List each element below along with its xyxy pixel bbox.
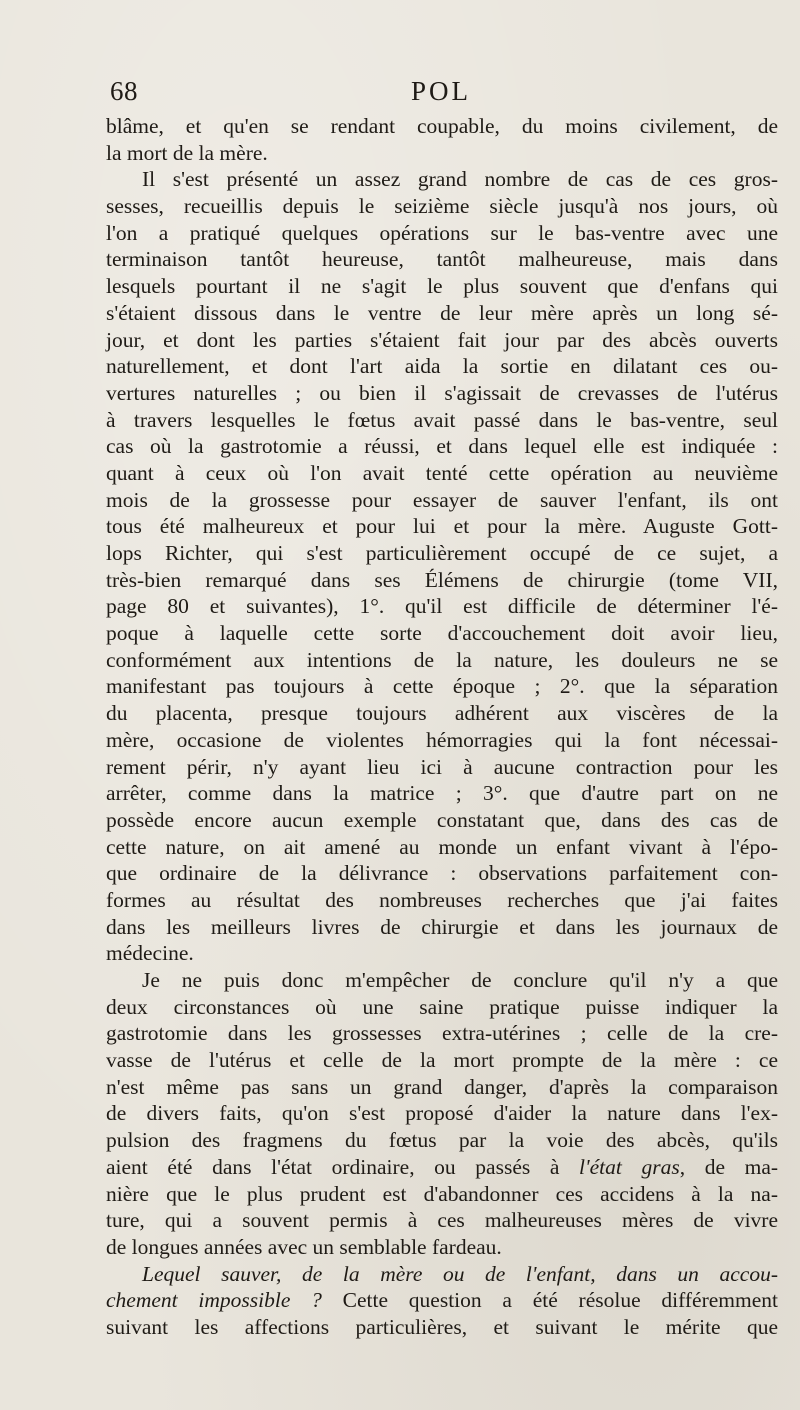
text-line: du placenta, presque toujours adhérent aux viscères de la: [106, 701, 778, 726]
running-head: [106, 76, 776, 110]
text-line: deux circonstances où une saine pratique puisse indiquer la: [106, 994, 778, 1019]
text-line: suivant les affections particulières, et suivant le mérite que: [106, 1314, 778, 1339]
text-line: ture, qui a souvent permis à ces malheureuses mères de vivre: [106, 1208, 778, 1233]
text-line: l'on a pratiqué quelques opérations sur le bas-ventre avec une: [106, 220, 778, 245]
text-line: cas où la gastrotomie a réussi, et dans lequel elle est indiquée :: [106, 434, 778, 459]
text-segment: aient été dans l'état ordinaire, ou passés à: [106, 1154, 560, 1179]
text-line: mère, occasione de violentes hémorragies qui la font nécessai-: [106, 727, 778, 752]
text-line: de longues années avec un semblable fardeau.: [106, 1234, 502, 1259]
text-line: mois de la grossesse pour essayer de sauver l'enfant, ils ont: [106, 487, 778, 512]
text-line: jour, et dont les parties s'étaient fait jour par des abcès ouverts: [106, 327, 778, 352]
text-line: terminaison tantôt heureuse, tantôt malheureuse, mais dans: [106, 247, 778, 272]
text-line: naturellement, et dont l'art aida la sortie en dilatant ces ou-: [106, 354, 778, 379]
text-line: médecine.: [106, 941, 194, 966]
text-line: vertures naturelles ; ou bien il s'agissait de crevasses de l'utérus: [106, 380, 778, 405]
page-number: 68: [110, 76, 138, 106]
text-line: de divers faits, qu'on s'est proposé d'aider la nature dans l'ex-: [106, 1101, 778, 1126]
text-line: rement périr, n'y ayant lieu ici à aucune contraction pour les: [106, 754, 778, 779]
text-line: formes au résultat des nombreuses recherches que j'ai faites: [106, 887, 778, 912]
text-line: blâme, et qu'en se rendant coupable, du moins civilement, de: [106, 114, 778, 138]
text-line: très-bien remarqué dans ses Élémens de chirurgie (tome VII,: [106, 567, 778, 592]
paragraph-start-line: Lequel sauver, de la mère ou de l'enfant, dans un accou-: [142, 1261, 778, 1286]
text-line: nière que le plus prudent est d'abandonner ces accidens à la na-: [106, 1181, 778, 1206]
text-line: manifestant pas toujours à cette époque ; 2°. que la séparation: [106, 674, 778, 699]
text-line: cette nature, on ait amené au monde un enfant vivant à l'épo-: [106, 834, 778, 859]
text-line: pulsion des fragmens du fœtus par la voie des abcès, qu'ils: [106, 1128, 778, 1153]
text-line: lesquels pourtant il ne s'agit le plus souvent que d'enfans qui: [106, 274, 778, 299]
text-line: lops Richter, qui s'est particulièrement occupé de ce sujet, a: [106, 541, 778, 565]
text-line: gastrotomie dans les grossesses extra-utérines ; celle de la cre-: [106, 1021, 778, 1046]
text-line: n'est même pas sans un grand danger, d'après la comparaison: [106, 1074, 778, 1099]
text-line: possède encore aucun exemple constatant que, dans des cas de: [106, 807, 778, 832]
text-segment: , de ma-: [679, 1154, 779, 1179]
text-line: à travers lesquelles le fœtus avait passé dans le bas-ventre, seul: [106, 407, 778, 432]
text-line: dans les meilleurs livres de chirurgie et dans les journaux de: [106, 914, 778, 939]
text-line: page 80 et suivantes), 1°. qu'il est difficile de déterminer l'é-: [106, 594, 778, 619]
text-line: que ordinaire de la délivrance : observations parfaitement con-: [106, 861, 778, 886]
text-line: poque à laquelle cette sorte d'accouchement doit avoir lieu,: [106, 621, 778, 646]
paragraph-start-line: Je ne puis donc m'empêcher de conclure qu'il n'y a que: [142, 968, 778, 992]
text-line: tous été malheureux et pour lui et pour la mère. Auguste Gott-: [106, 514, 778, 539]
text-line: [106, 1154, 778, 1181]
text-line: [106, 1287, 778, 1314]
paragraph-start-line: Il s'est présenté un assez grand nombre de cas de ces gros-: [142, 167, 778, 192]
text-line: quant à ceux où l'on avait tenté cette opération au neuvième: [106, 460, 778, 485]
text-line: vasse de l'utérus et celle de la mort prompte de la mère : ce: [106, 1048, 778, 1073]
text-line: conformément aux intentions de la nature, les douleurs ne se: [106, 647, 778, 672]
italic-term: l'état gras: [579, 1154, 680, 1179]
body-text: [106, 113, 778, 1341]
italic-question: chement impossible ?: [106, 1288, 322, 1313]
text-line: arrêter, comme dans la matrice ; 3°. que d'autre part on ne: [106, 781, 778, 806]
text-segment: Cette question a été résolue différemment: [321, 1288, 779, 1313]
text-line: s'étaient dissous dans le ventre de leur mère après un long sé-: [106, 300, 778, 325]
text-line: sesses, recueillis depuis le seizième siècle jusqu'à nos jours, où: [106, 194, 778, 219]
text-line: la mort de la mère.: [106, 140, 268, 165]
running-title: POL: [411, 76, 472, 106]
